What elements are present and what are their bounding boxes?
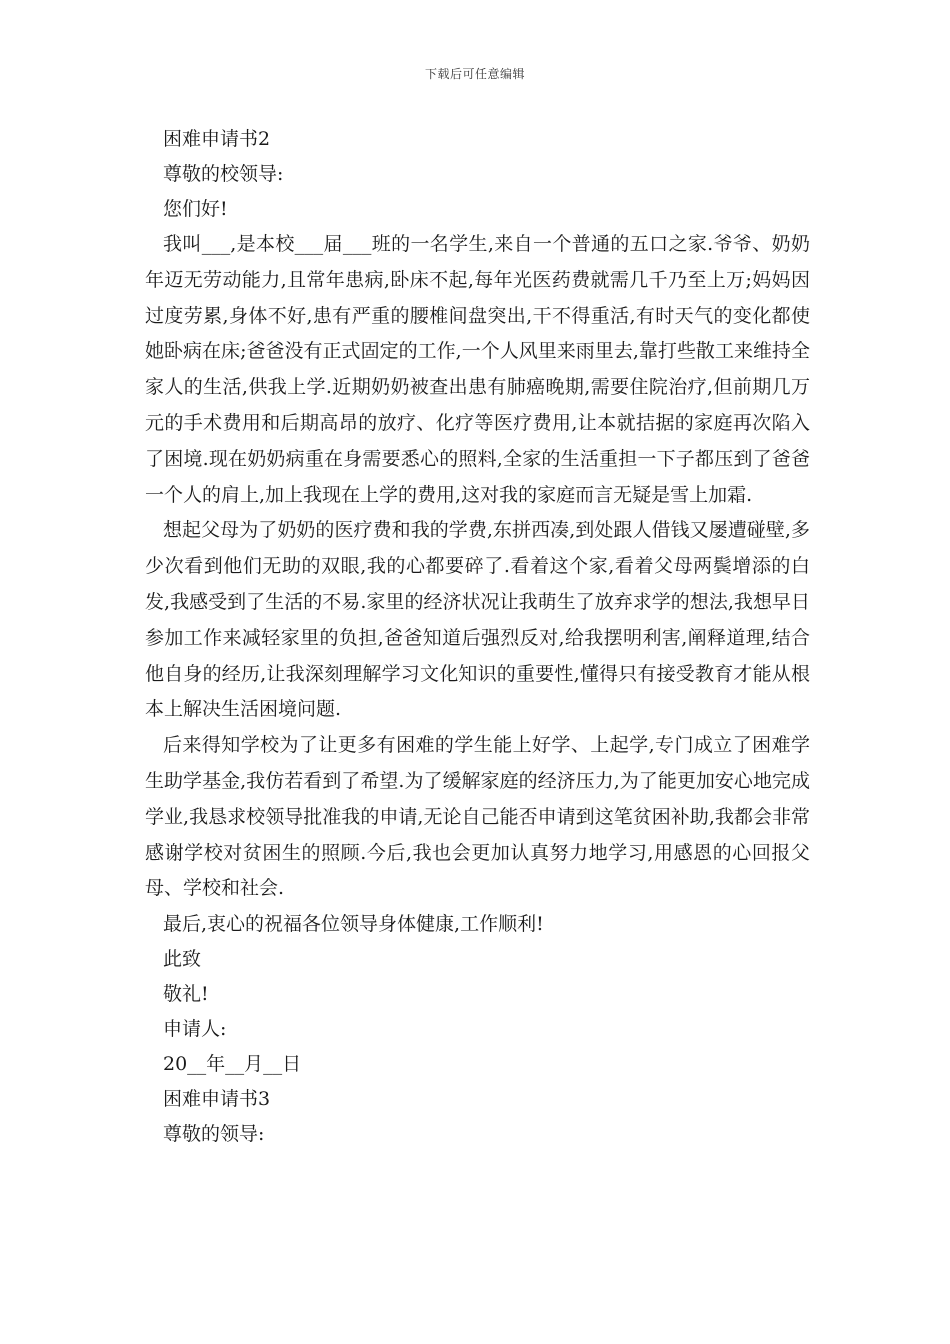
date-line: 20__年__月__日 (163, 1053, 302, 1076)
closing-salute: 敬礼! (163, 983, 209, 1006)
body-paragraph-1: 我叫___,是本校___届___班的一名学生,来自一个普通的五口之家.爷爷、奶奶年迈无劳动能力,且常年患病,卧床不起,每年光医药费就需几千乃至上万;妈妈因过度劳累,身体不好,患有严重的腰椎间盘突出,干不得重活,有时天气的变化都使她卧病在床;爸爸没有正式固定的工作,一个人风里来雨里去,靠打些散工来维持全家人的生活,供我上学.近期奶奶被查出患有肺癌晚期,需要住院治疗,但前期几万元的手术费用和后期高昂的放疗、化疗等医疗费用,让本就拮据的家庭再次陷入了困境.现在奶奶病重在身需要悉心的照料,全家的生活重担一下子都压到了爸爸一个人的肩上,加上我现在上学的费用,这对我的家庭而言无疑是雪上加霜. (145, 233, 810, 506)
greeting: 您们好! (163, 198, 228, 220)
salutation: 尊敬的校领导: (163, 163, 284, 185)
body-paragraph-3: 后来得知学校为了让更多有困难的学生能上好学、上起学,专门成立了困难学生助学基金,我仿若看到了希望.为了缓解家庭的经济压力,为了能更加安心地完成学业,我恳求校领导批准我的申请,无论自己能否申请到这笔贫困补助,我都会非常感谢学校对贫困生的照顾.今后,我也会更加认真努力地学习,用感恩的心回报父母、学校和社会. (145, 734, 810, 900)
next-salutation: 尊敬的领导: (163, 1123, 265, 1146)
body-paragraph-2: 想起父母为了奶奶的医疗费和我的学费,东拼西凑,到处跟人借钱又屡遭碰壁,多少次看到他们无助的双眼,我的心都要碎了.看着这个家,看着父母两鬓增添的白发,我感受到了生活的不易.家里的经济状况让我萌生了放弃求学的想法,我想早日参加工作来减轻家里的负担,爸爸知道后强烈反对,给我摆明利害,阐释道理,结合他自身的经历,让我深刻理解学习文化知识的重要性,懂得只有接受教育才能从根本上解决生活困境问题. (145, 519, 810, 721)
document-title: 困难申请书2 (163, 128, 271, 150)
closing-phrase: 此致 (163, 948, 202, 971)
closing-wish: 最后,衷心的祝福各位领导身体健康,工作顺利! (163, 913, 544, 936)
page-header: 下载后可任意编辑 (424, 67, 525, 81)
applicant-label: 申请人: (163, 1018, 227, 1041)
next-document-title: 困难申请书3 (163, 1088, 271, 1111)
document-body (145, 122, 810, 1152)
